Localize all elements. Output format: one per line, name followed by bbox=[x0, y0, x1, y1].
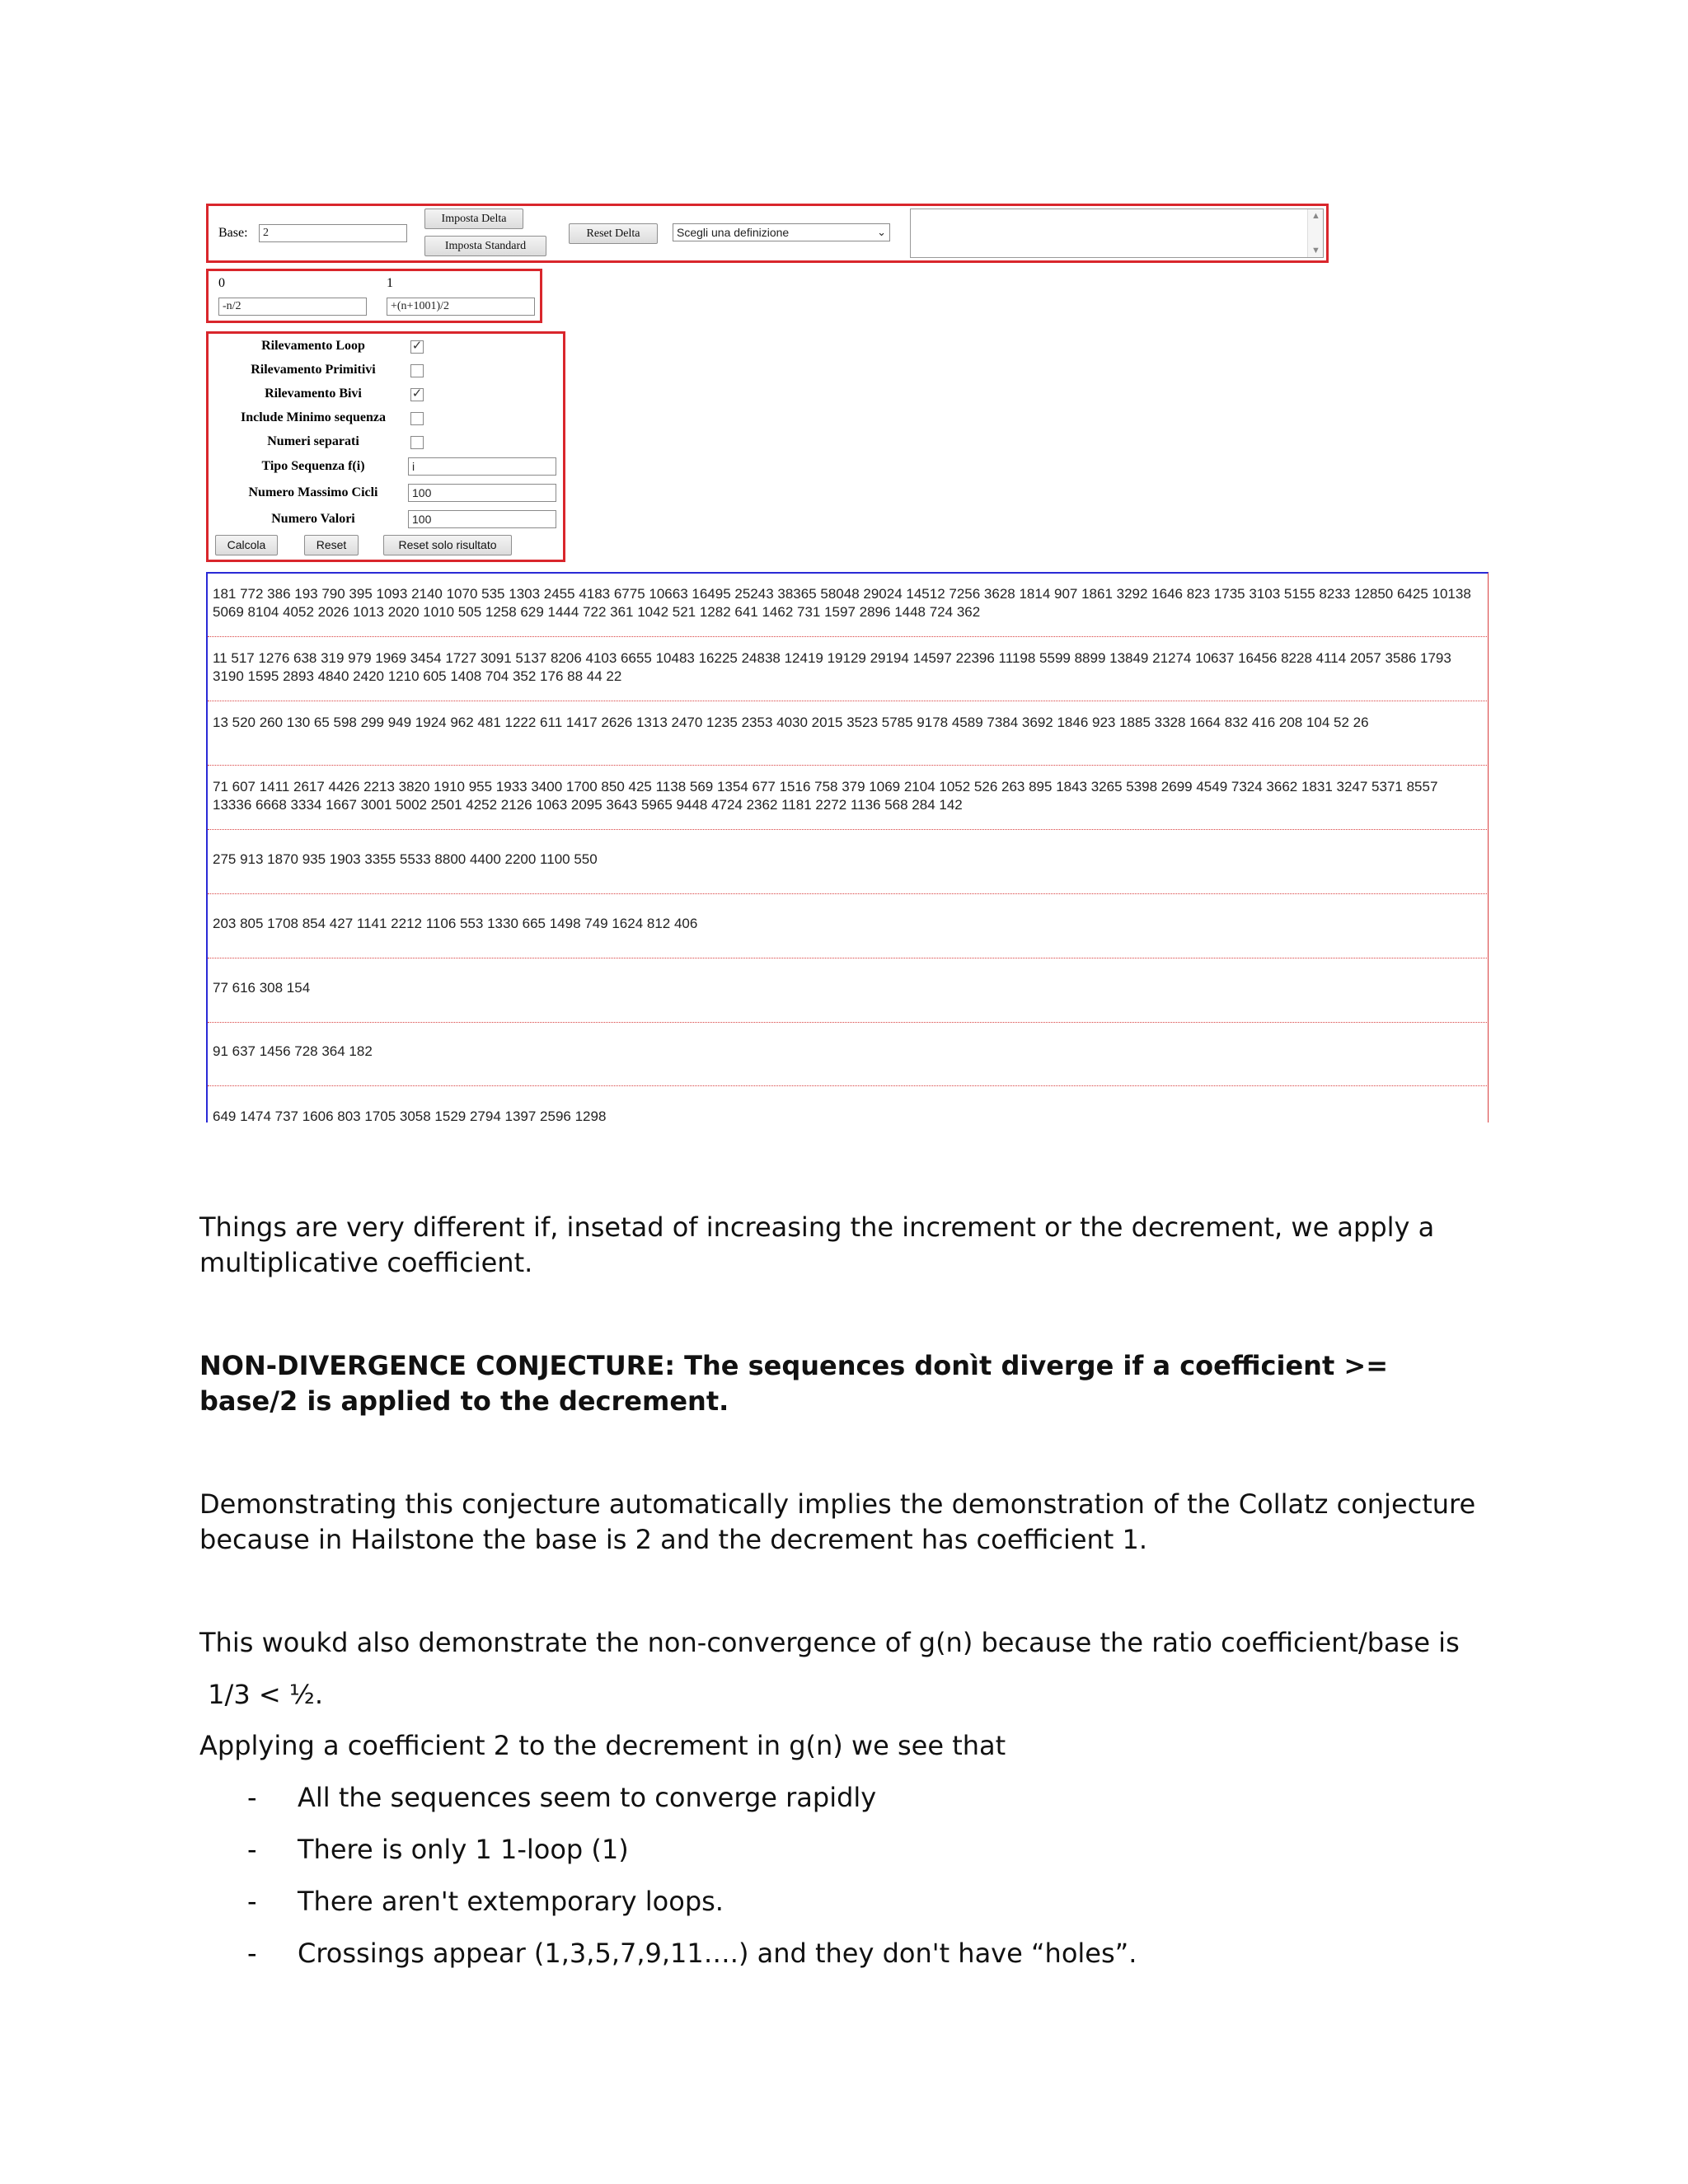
option-checkbox-loop[interactable]: ✓ bbox=[411, 340, 423, 353]
scroll-up-icon[interactable]: ▲ bbox=[1311, 211, 1320, 221]
row-divider bbox=[208, 893, 1489, 894]
numero-massimo-cicli-input[interactable]: 100 bbox=[408, 484, 556, 502]
result-row: 275 913 1870 935 1903 3355 5533 8800 4400 2200 1100 550 bbox=[213, 851, 598, 867]
paragraph-coefficient-2: Applying a coefficient 2 to the decrement in g(n) we see that bbox=[199, 1730, 1006, 1761]
paragraph-collatz: Demonstrating this conjecture automatically implies the demonstration of the Collatz conjecture because in Hailstone the base is 2 and the decrement has coefficient 1. bbox=[199, 1488, 1476, 1555]
option-label: Rilevamento Bivi bbox=[265, 387, 362, 401]
option-label: Rilevamento Primitivi bbox=[251, 363, 376, 377]
option-checkbox-primitivi[interactable] bbox=[410, 364, 424, 377]
option-label: Numeri separati bbox=[267, 434, 359, 448]
delta-col0-header: 0 bbox=[218, 276, 225, 290]
row-divider bbox=[208, 829, 1489, 830]
numero-valori-label: Numero Valori bbox=[271, 512, 355, 526]
option-checkbox-minimo[interactable] bbox=[410, 412, 424, 425]
result-row: 181 772 386 193 790 395 1093 2140 1070 535 1303 2455 4183 6775 10663 16495 25243 38365 58048 29024 14512 7256 3628 1814 907 1861 3292 1646 823 1735 3103 5155 8233 12850 6425 10138 5069 8104 4052 2026 1013 2020 1010 505 1258 629 1444 722 361 1042 521 1282 641 1462 731 1597 2896 1448 724 362 bbox=[213, 586, 1471, 620]
result-row: 203 805 1708 854 427 1141 2212 1106 553 1330 665 1498 749 1624 812 406 bbox=[213, 916, 698, 931]
options-panel bbox=[206, 331, 565, 562]
delta-col1-input[interactable]: +(n+1001)/2 bbox=[387, 298, 535, 316]
imposta-delta-button[interactable]: Imposta Delta bbox=[424, 209, 523, 229]
list-item: Crossings appear (1,3,5,7,9,11….) and they don't have “holes”. bbox=[298, 1938, 1137, 1969]
conjecture-heading: NON-DIVERGENCE CONJECTURE: The sequences donìt diverge if a coefficient >= base/2 is applied to the decrement. bbox=[199, 1350, 1389, 1417]
base-label: Base: bbox=[218, 226, 248, 240]
scroll-down-icon[interactable]: ▼ bbox=[1311, 246, 1320, 255]
list-item: There aren't extemporary loops. bbox=[298, 1886, 724, 1917]
option-checkbox-bivi[interactable]: ✓ bbox=[411, 387, 423, 401]
result-row: 649 1474 737 1606 803 1705 3058 1529 2794 1397 2596 1298 bbox=[213, 1108, 607, 1122]
row-divider bbox=[208, 1022, 1489, 1023]
row-divider bbox=[208, 765, 1489, 766]
ratio-line: 1/3 < ½. bbox=[199, 1679, 324, 1710]
bullet-mark: - bbox=[247, 1938, 257, 1969]
tipo-sequenza-input[interactable]: i bbox=[408, 457, 556, 476]
numero-massimo-cicli-label: Numero Massimo Cicli bbox=[248, 485, 378, 499]
bullet-mark: - bbox=[247, 1782, 257, 1813]
reset-solo-risultato-button[interactable]: Reset solo risultato bbox=[383, 535, 512, 555]
delta-col1-header: 1 bbox=[387, 276, 393, 290]
result-row: 11 517 1276 638 319 979 1969 3454 1727 3091 5137 8206 4103 6655 10483 16225 24838 12419 19129 29194 14597 22396 11198 5599 8899 13849 21274 10637 16456 8228 4114 2057 3586 1793 3190 1595 2893 4840 2420 1210 605 1408 704 352 176 88 44 22 bbox=[213, 650, 1451, 684]
chevron-down-icon: ⌄ bbox=[877, 226, 886, 238]
tipo-sequenza-label: Tipo Sequenza f(i) bbox=[261, 459, 365, 473]
bullet-mark: - bbox=[247, 1886, 257, 1917]
delta-panel bbox=[206, 269, 542, 323]
bullet-mark: - bbox=[247, 1834, 257, 1865]
definition-select-value: Scegli una definizione bbox=[677, 226, 790, 239]
list-item: All the sequences seem to converge rapidly bbox=[298, 1782, 877, 1813]
option-checkbox-separati[interactable] bbox=[410, 436, 424, 449]
definition-select[interactable] bbox=[673, 223, 890, 241]
row-divider bbox=[208, 636, 1489, 637]
result-row: 91 637 1456 728 364 182 bbox=[213, 1043, 373, 1059]
sequence-calculator-screenshot bbox=[199, 198, 1492, 1122]
reset-button[interactable]: Reset bbox=[304, 535, 359, 555]
result-row: 71 607 1411 2617 4426 2213 3820 1910 955 1933 3400 1700 850 425 1138 569 1354 677 1516 758 379 1069 2104 1052 526 263 895 1843 3265 5398 2699 4549 7324 3662 1831 3247 5371 8557 13336 6668 3334 1667 3001 5002 2501 4252 2126 1063 2095 3643 5965 9448 4724 2362 1181 2272 1136 568 284 142 bbox=[213, 779, 1438, 813]
option-label: Rilevamento Loop bbox=[261, 339, 365, 353]
row-divider bbox=[208, 1085, 1489, 1086]
option-label: Include Minimo sequenza bbox=[240, 410, 386, 424]
list-item: There is only 1 1-loop (1) bbox=[298, 1834, 629, 1865]
result-row: 13 520 260 130 65 598 299 949 1924 962 481 1222 611 1417 2626 1313 2470 1235 2353 4030 2015 3523 5785 9178 4589 7384 3692 1846 923 1885 3328 1664 832 416 208 104 52 26 bbox=[213, 715, 1369, 730]
result-row: 77 616 308 154 bbox=[213, 980, 311, 996]
delta-col0-input[interactable]: -n/2 bbox=[218, 298, 367, 316]
scrollbar[interactable] bbox=[1307, 209, 1323, 257]
reset-delta-button[interactable]: Reset Delta bbox=[569, 223, 658, 244]
toolbar-panel bbox=[206, 204, 1329, 263]
numero-valori-input[interactable]: 100 bbox=[408, 510, 556, 528]
calcola-button[interactable]: Calcola bbox=[215, 535, 278, 555]
paragraph-multiplicative: Things are very different if, insetad of increasing the increment or the decrement, we apply a multiplicative coefficient. bbox=[199, 1212, 1435, 1278]
definition-textarea[interactable] bbox=[910, 209, 1324, 258]
imposta-standard-button[interactable]: Imposta Standard bbox=[424, 236, 546, 256]
results-panel[interactable] bbox=[206, 572, 1489, 1122]
base-input[interactable]: 2 bbox=[259, 224, 407, 242]
paragraph-non-convergence: This woukd also demonstrate the non-convergence of g(n) because the ratio coefficient/base is bbox=[199, 1627, 1460, 1658]
